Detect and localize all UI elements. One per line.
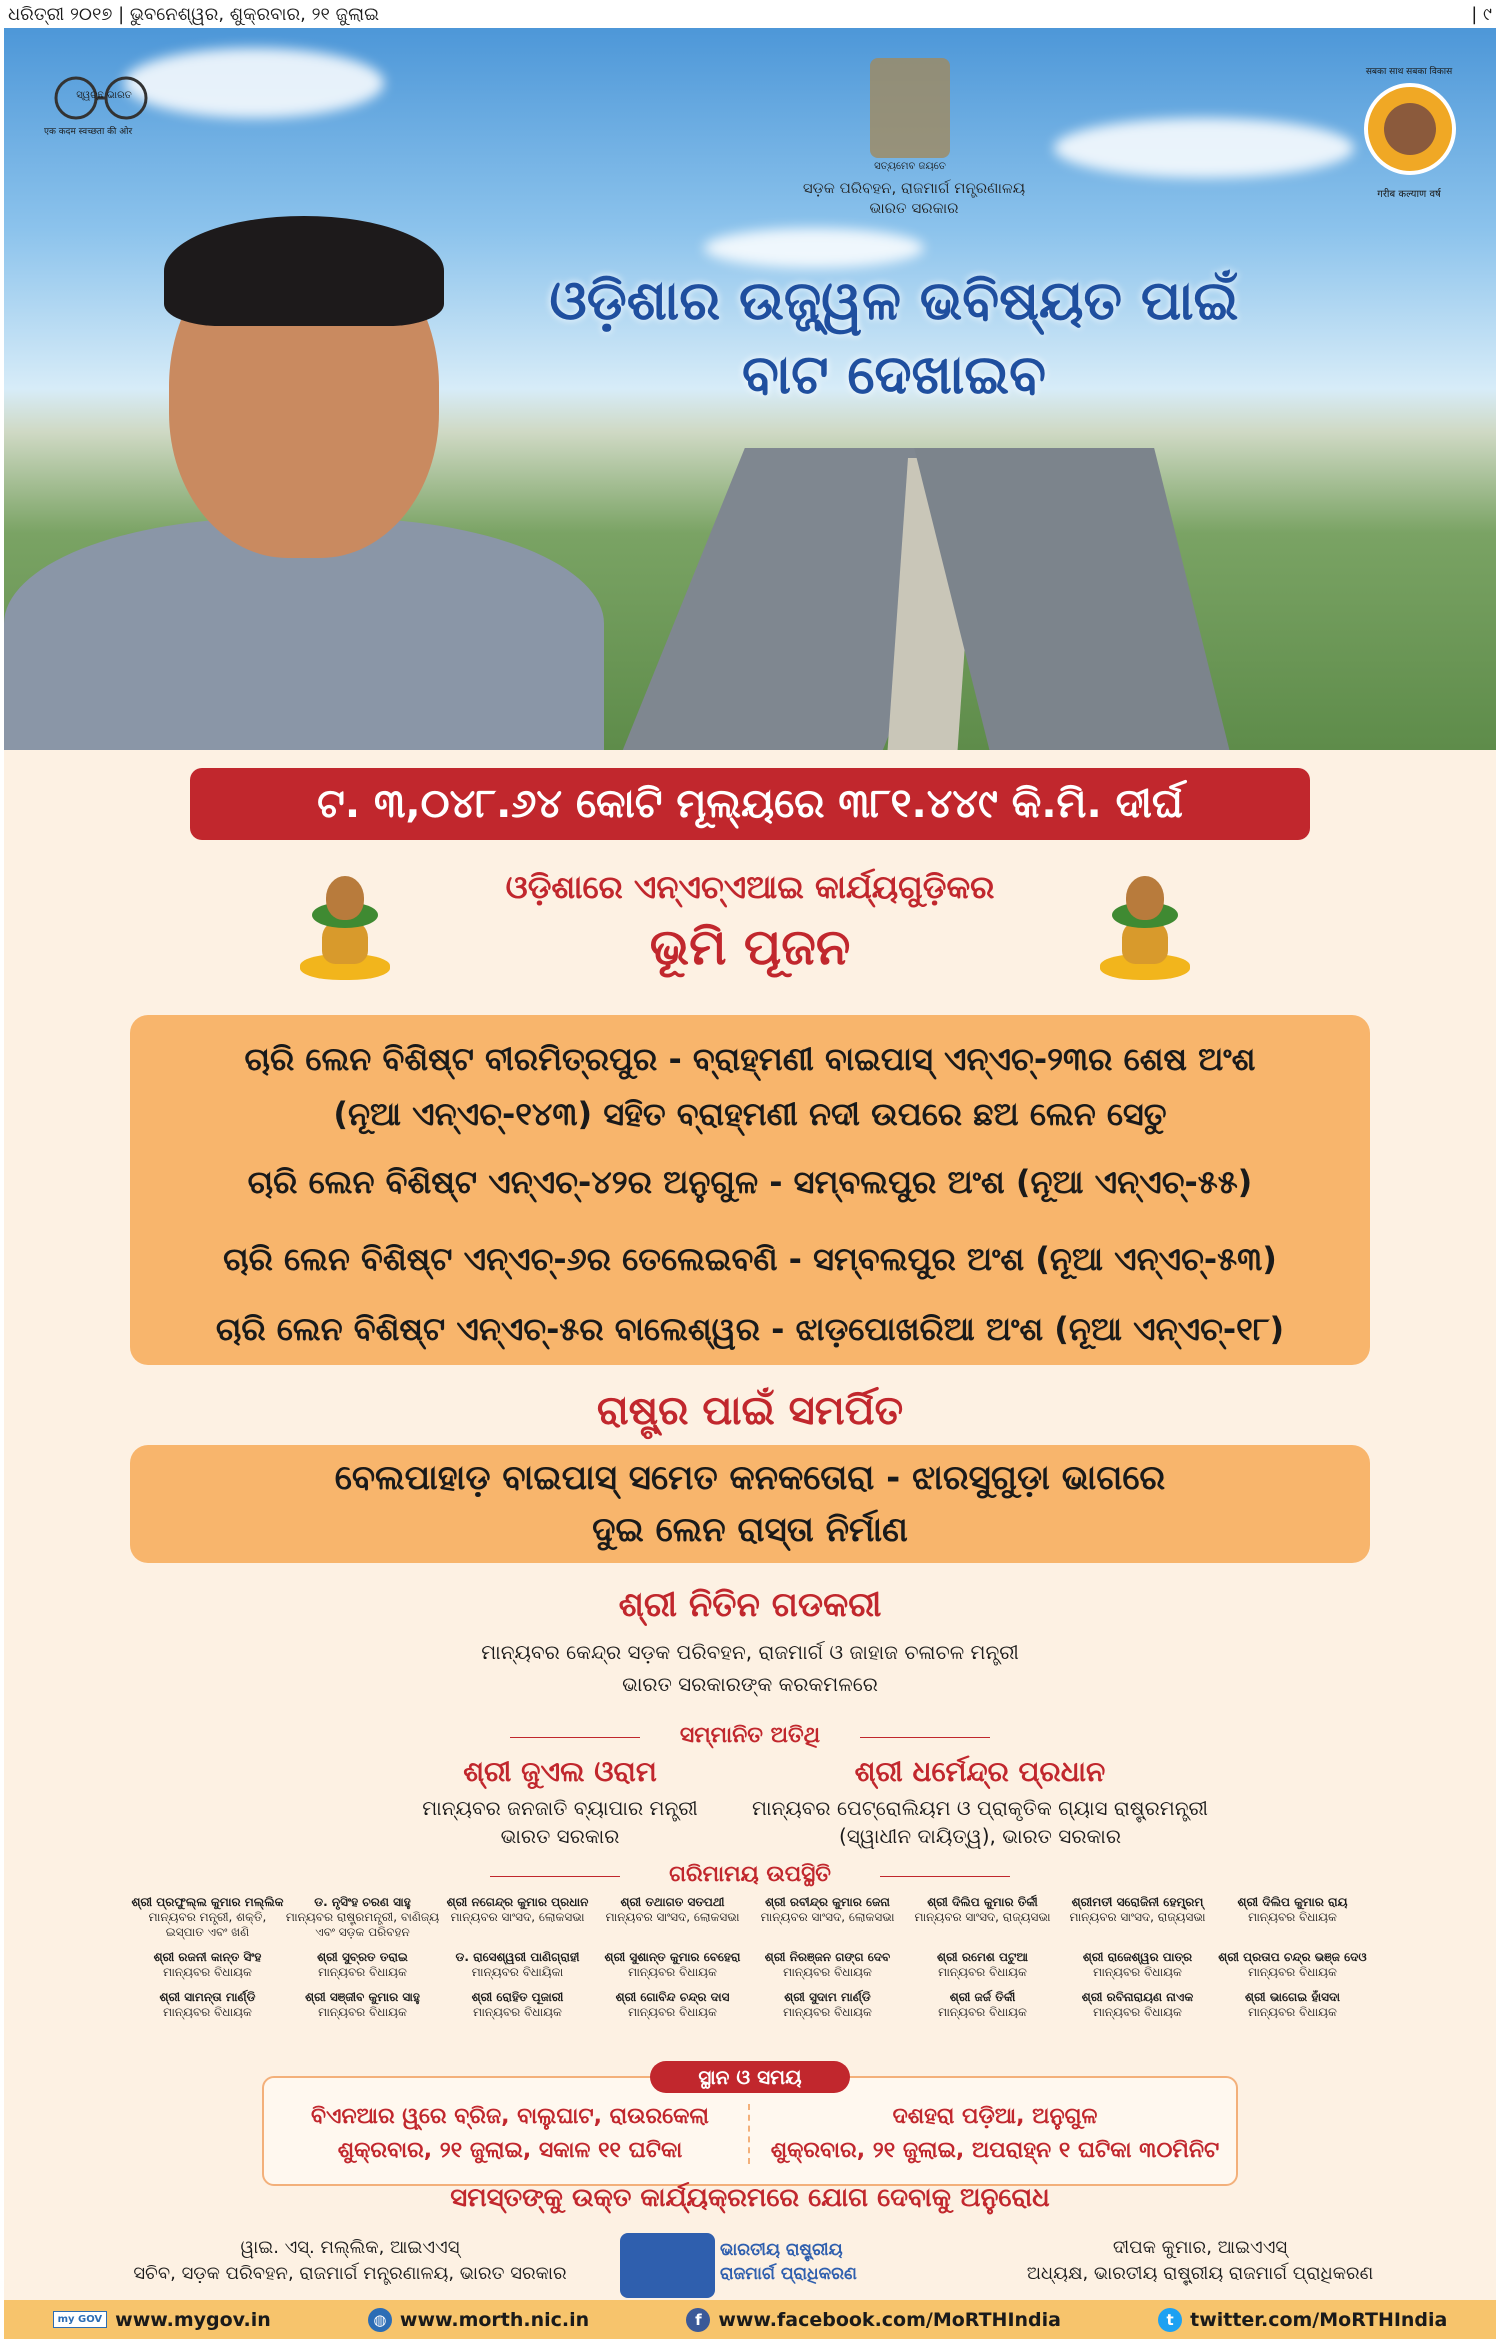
dignitary-entry [285,1950,440,1980]
facebook-link[interactable]: www.facebook.com/MoRTHIndia [718,2308,1061,2331]
dignitary-entry [1215,1990,1370,2020]
dignitary-name: ଶ୍ରୀମତୀ ସରୋଜିନୀ ହେମ୍ବ୍ରମ୍ [1071,1895,1204,1909]
footer-mygov[interactable] [53,2309,271,2331]
dignitary-role: ମାନ୍ୟବର ସାଂସଦ, ଲୋକସଭା [760,1910,895,1924]
nhai-name [720,2238,900,2286]
twitter-link[interactable]: twitter.com/MoRTHIndia [1190,2308,1448,2331]
dignitary-entry [595,1950,750,1980]
national-emblem-icon [870,58,950,158]
dignitary-name: ଶ୍ରୀ ରୋହିତ ପୂଜାରୀ [471,1990,564,2004]
dignitary-name: ଶ୍ରୀ ରବିନାରାୟଣ ନାଏକ [1081,1990,1194,2004]
dignitary-entry [440,1895,595,1940]
project-line: ଚାରି ଲେନ ବିଶିଷ୍ଟ ବୀରମିତ୍ରପୁର - ବ୍ରାହ୍ମଣୀ ବାଇପାସ୍ ଏନ୍‌ଏଚ୍-୨୩ର ଶେଷ ଅଂଶ [244,1040,1256,1078]
dignitary-name: ଶ୍ରୀ ପ୍ରଫୁଲ୍ଲ କୁମାର ମଲ୍ଲିକ [131,1895,284,1909]
dignitaries-grid [130,1895,1370,2020]
signatory-secretary [110,2235,590,2287]
dignitary-name: ଶ୍ରୀ ଭାଗେଇ ହାଁସଦା [1245,1990,1340,2004]
nhai-logo-icon [620,2233,715,2298]
dignitary-entry [595,1990,750,2020]
swachh-label: ସ୍ୱଚ୍ଛ ଭାରତ [76,90,132,101]
signatory-name: ୱାଇ. ଏସ୍. ମଲ୍ଲିକ, ଆଇଏଏସ୍ [240,2237,460,2258]
dignitary-entry [285,1895,440,1940]
dignitary-role: ମାନ୍ୟବର ବିଧାୟକ [1248,1965,1337,1979]
dignitary-name: ଶ୍ରୀ ସଞ୍ଜୀବ କୁମାର ସାହୁ [305,1990,420,2004]
dignitary-role: ମାନ୍ୟବର ବିଧାୟକ [163,2005,252,2019]
newspaper-header-strip [0,0,1500,28]
dignitary-role: ମାନ୍ୟବର ରାଷ୍ଟ୍ରମନ୍ତ୍ରୀ, ବାଣିଜ୍ୟ ଏବଂ ସଡ଼କ ପରିବହନ [285,1910,440,1939]
facebook-icon: f [686,2308,710,2332]
seal-portrait [1384,103,1436,155]
dignitary-entry [285,1990,440,2020]
venue-angul [765,2100,1225,2168]
dignitary-name: ଶ୍ରୀ ଦିଲିପ କୁମାର ରାୟ [1237,1895,1348,1909]
project-line: ଚାରି ଲେନ ବିଶିଷ୍ଟ ଏନ୍‌ଏଚ୍-୫ର ବାଲେଶ୍ୱର - ଝାଡ଼ପୋଖରିଆ ଅଂଶ (ନୂଆ ଏନ୍‌ଏଚ୍-୧୮) [215,1310,1285,1348]
guests-heading: ସମ୍ମାନିତ ଅତିଥି [679,1723,821,1748]
signatory-chairman [960,2235,1440,2287]
subtitle-bhoomi-pujan: ଭୂମି ପୂଜନ [649,918,851,976]
dignitary-name: ଡ. ରାସେଶ୍ୱରୀ ପାଣିଗ୍ରାହୀ [455,1950,580,1964]
minister-portrait [4,188,604,750]
dignitary-name: ଡ. ନୃସିଂହ ଚରଣ ସାହୁ [314,1895,411,1909]
dignitary-name: ଶ୍ରୀ ନିରଞ୍ଜନ ଗଙ୍ଗ ଦେବ [764,1950,891,1964]
project-line: ଚାରି ଲେନ ବିଶିଷ୍ଟ ଏନ୍‌ଏଚ୍-୬ର ତେଲେଇବଣି - ସମ୍ବଲପୁର ଅଂଶ (ନୂଆ ଏନ୍‌ଏଚ୍-୫୩) [223,1240,1277,1278]
guest-name: ଶ୍ରୀ ଜୁଏଲ ଓରାମ [463,1755,657,1788]
dignitary-name: ଶ୍ରୀ ପ୍ରତାପ ଚନ୍ଦ୍ର ଭଞ୍ଜ ଦେଓ [1218,1950,1367,1964]
dignitary-entry [440,1950,595,1980]
mygov-link[interactable]: www.mygov.in [115,2308,271,2331]
chief-guest-name: ଶ୍ରୀ ନିତିନ ଗଡକରୀ [618,1585,882,1625]
dignitary-role: ମାନ୍ୟବର ବିଧାୟକ [783,2005,872,2019]
footer-morth[interactable] [368,2308,589,2332]
hero-title-line2: ବାଟ ଦେଖାଇବ [741,342,1047,406]
dignitary-entry [1060,1950,1215,1980]
venue-time: ଶୁକ୍ରବାର, ୨୧ ଜୁଲାଇ, ଅପରାହ୍ନ ୧ ଘଟିକା ୩୦ମିନିଟ [770,2138,1220,2163]
dignitary-role: ମାନ୍ୟବର ସାଂସଦ, ଲୋକସଭା [450,1910,585,1924]
dignitary-name: ଶ୍ରୀ ତଥାଗତ ସତପଥୀ [620,1895,725,1909]
signatory-title: ଅଧ୍ୟକ୍ଷ, ଭାରତୀୟ ରାଷ୍ଟ୍ରୀୟ ରାଜମାର୍ଗ ପ୍ରାଧିକରଣ [1026,2263,1374,2284]
project-line: (ନୂଆ ଏନ୍‌ଏଚ୍-୧୪୩) ସହିତ ବ୍ରାହ୍ମଣୀ ନଦୀ ଉପରେ ଛଅ ଲେନ ସେତୁ [333,1095,1167,1133]
cloud-shape [1054,118,1354,178]
dignitary-role: ମାନ୍ୟବର ବିଧାୟିକା [471,1965,564,1979]
portrait-hair [164,216,444,326]
hero-banner [4,28,1496,750]
dignitary-entry [905,1990,1060,2020]
dignitary-entry [1215,1950,1370,1980]
divider-line [860,1737,990,1738]
dignitary-name: ଶ୍ରୀ ରାଜେଶ୍ୱର ପାତ୍ର [1082,1950,1193,1964]
mygov-logo-icon: my GOV [53,2311,108,2328]
twitter-icon: t [1158,2308,1182,2332]
dignitary-role: ମାନ୍ୟବର ବିଧାୟକ [628,1965,717,1979]
morth-link[interactable]: www.morth.nic.in [399,2308,590,2331]
dignitary-name: ଶ୍ରୀ ଗୋବିନ୍ଦ ଚନ୍ଦ୍ର ଦାସ [615,1990,730,2004]
guest-role [740,1794,1220,1850]
ministry-block [764,178,1064,218]
request-line: ସମସ୍ତଙ୍କୁ ଉକ୍ତ କାର୍ଯ୍ୟକ୍ରମରେ ଯୋଗ ଦେବାକୁ ଅନୁରୋଧ [450,2183,1050,2213]
dedicated-line: ଦୁଇ ଲେନ ରାସ୍ତା ନିର୍ମାଣ [592,1510,908,1550]
dignitary-entry [130,1950,285,1980]
dignitary-entry [750,1895,905,1940]
dignitary-role: ମାନ୍ୟବର ବିଧାୟକ [473,2005,562,2019]
cloud-shape [704,228,924,268]
dignitary-name: ଶ୍ରୀ ନଗେନ୍ଦ୍ର କୁମାର ପ୍ରଧାନ [446,1895,589,1909]
project-line: ଚାରି ଲେନ ବିଶିଷ୍ଟ ଏନ୍‌ଏଚ୍-୪୨ର ଅନୁଗୁଳ - ସମ୍ବଲପୁର ଅଂଶ (ନୂଆ ଏନ୍‌ଏଚ୍-୫୫) [247,1163,1253,1201]
dignitary-entry [750,1950,905,1980]
dignitary-role: ମାନ୍ୟବର ବିଧାୟକ [318,1965,407,1979]
dignitary-name: ଶ୍ରୀ ରଜନୀ କାନ୍ତ ସିଂହ [153,1950,262,1964]
dignitary-entry [1215,1895,1370,1940]
nhai-name-line: ରାଜମାର୍ଗ ପ୍ରାଧିକରଣ [720,2264,857,2284]
dignitary-name: ଶ୍ରୀ ଜର୍ଜ ତିର୍କୀ [949,1990,1016,2004]
globe-icon: ◍ [368,2308,392,2332]
venue-place: ଦଶହରା ପଡ଼ିଆ, ଅନୁଗୁଳ [892,2104,1098,2129]
venue-time: ଶୁକ୍ରବାର, ୨୧ ଜୁଲାଇ, ସକାଳ ୧୧ ଘଟିକା [337,2138,683,2163]
dignitary-role: ମାନ୍ୟବର ବିଧାୟକ [783,1965,872,1979]
dignitary-entry [595,1895,750,1940]
dedicated-line: ବେଲପାହାଡ଼ ବାଇପାସ୍ ସମେତ କନକତୋରା - ଝାରସୁଗୁଡ଼ା ଭାଗରେ [334,1458,1166,1498]
dignitary-name: ଶ୍ରୀ ରମେଶ ପଟୁଆ [937,1950,1028,1964]
dignitary-role: ମାନ୍ୟବର ବିଧାୟକ [1093,2005,1182,2019]
venue-place: ବିଏନଆର ୱ୍ରେ ବ୍ରିଜ, ବାଲୁଘାଟ, ରାଉରକେଲା [311,2104,709,2129]
dignitary-entry [1060,1895,1215,1940]
garib-kalyan-seal-icon [1364,83,1456,175]
hero-title [544,263,1244,411]
dignitary-entry [905,1950,1060,1980]
signatory-title: ସଚିବ, ସଡ଼କ ପରିବହନ, ରାଜମାର୍ଗ ମନ୍ତ୍ରଣାଳୟ, ଭାରତ ସରକାର [133,2263,567,2284]
ministry-name: ସଡ଼କ ପରିବହନ, ରାଜମାର୍ଗ ମନ୍ତ୍ରଣାଳୟ [802,179,1026,197]
cost-banner: ଟ. ୩,୦୪୮.୬୪ କୋଟି ମୂଲ୍ୟରେ ୩୮୧.୪୪୯ କି.ମି. ଦୀର୍ଘ [190,768,1310,840]
dignitary-role: ମାନ୍ୟବର ବିଧାୟକ [938,2005,1027,2019]
guest-role-line: (ସ୍ୱାଧୀନ ଦାୟିତ୍ୱ), ଭାରତ ସରକାର [838,1824,1121,1848]
dignitary-name: ଶ୍ରୀ ସାମନ୍ତା ମାର୍ଣ୍ଡି [159,1990,256,2004]
guest-role-line: ମାନ୍ୟବର ପେଟ୍ରୋଲିୟମ ଓ ପ୍ରାକୃତିକ ଗ୍ୟାସ ରାଷ୍ଟ୍ରମନ୍ତ୍ରୀ [751,1796,1208,1820]
page-number: | ୯ [1471,4,1492,25]
signatory-name: ଦୀପକ କୁମାର, ଆଇଏଏସ୍ [1112,2237,1288,2258]
hero-title-line1: ଓଡ଼ିଶାର ଉଜ୍ଜ୍ୱଳ ଭବିଷ୍ୟତ ପାଇଁ [549,268,1239,332]
dignitary-name: ଶ୍ରୀ ଦିଲିପ କୁମାର ତିର୍କୀ [927,1895,1038,1909]
dignitary-role: ମାନ୍ୟବର ବିଧାୟକ [1093,1965,1182,1979]
guest-role-line: ଭାରତ ସରକାର [500,1824,620,1848]
dignitary-role: ମାନ୍ୟବର ବିଧାୟକ [318,2005,407,2019]
footer-facebook[interactable] [686,2308,1061,2332]
seal-caption-bottom: गरीब कल्याण वर्ष [1377,189,1441,200]
chief-guest-designation: ମାନ୍ୟବର କେନ୍ଦ୍ର ସଡ଼କ ପରିବହନ, ରାଜମାର୍ଗ ଓ ଜାହାଜ ଚଳାଚଳ ମନ୍ତ୍ରୀ [481,1640,1019,1664]
dignitary-role: ମାନ୍ୟବର ବିଧାୟକ [163,1965,252,1979]
seal-caption-top: सबका साथ सबका विकास [1365,67,1453,77]
ministry-govt: ଭାରତ ସରକାର [869,199,959,217]
highway-road [914,448,1254,750]
dignitary-role: ମାନ୍ୟବର ସାଂସଦ, ରାଜ୍ୟସଭା [1069,1910,1206,1924]
dedicated-heading: ରାଷ୍ଟ୍ର ପାଇଁ ସମର୍ପିତ [596,1388,904,1434]
footer-twitter[interactable] [1158,2308,1447,2332]
dignitary-name: ଶ୍ରୀ ସୁଦାମ ମାର୍ଣ୍ଡି [784,1990,871,2004]
dignitary-name: ଶ୍ରୀ ସୁଶାନ୍ତ କୁମାର ବେହେରା [604,1950,741,1964]
venue-rourkela [290,2100,730,2168]
dignitary-entry [440,1990,595,2020]
dignitary-entry [905,1895,1060,1940]
guest-role [380,1794,740,1850]
dignitary-role: ମାନ୍ୟବର ମନ୍ତ୍ରୀ, ଶକ୍ତି, ଇସ୍ପାତ ଏବଂ ଖଣି [148,1910,267,1939]
dignitary-role: ମାନ୍ୟବର ବିଧାୟକ [1248,1910,1337,1924]
venue-tag: ସ୍ଥାନ ଓ ସମୟ [650,2061,850,2093]
chief-guest-govt: ଭାରତ ସରକାରଙ୍କ କରକମଳରେ [622,1672,878,1696]
venue-separator [748,2104,750,2164]
dignitary-entry [130,1990,285,2020]
dignitary-role: ମାନ୍ୟବର ବିଧାୟକ [1248,2005,1337,2019]
dignitary-entry [1060,1990,1215,2020]
dignitary-role: ମାନ୍ୟବର ବିଧାୟକ [938,1965,1027,1979]
subtitle-nhai-works: ଓଡ଼ିଶାରେ ଏନ୍‌ଏଚ୍‌ଏଆଇ କାର୍ଯ୍ୟଗୁଡ଼ିକର [505,868,995,906]
dignitary-role: ମାନ୍ୟବର ସାଂସଦ, ରାଜ୍ୟସଭା [914,1910,1051,1924]
emblem-caption: ସତ୍ୟମେବ ଜୟତେ [874,161,946,172]
guest-role-line: ମାନ୍ୟବର ଜନଜାତି ବ୍ୟାପାର ମନ୍ତ୍ରୀ [422,1796,698,1820]
swachh-bharat-logo [44,68,164,138]
dignitary-role: ମାନ୍ୟବର ସାଂସଦ, ଲୋକସଭା [605,1910,740,1924]
swachh-tagline: एक कदम स्वच्छता की ओर [44,127,133,137]
nhai-name-line: ଭାରତୀୟ ରାଷ୍ଟ୍ରୀୟ [720,2240,843,2260]
newspaper-date-line: ଧରିତ୍ରୀ ୨୦୧୭ | ଭୁବନେଶ୍ୱର, ଶୁକ୍ରବାର, ୨୧ ଜୁଲାଇ [8,4,380,25]
dignitary-name: ଶ୍ରୀ ରବୀନ୍ଦ୍ର କୁମାର ଜେନା [765,1895,890,1909]
dignitary-entry [130,1895,285,1940]
dignitary-role: ମାନ୍ୟବର ବିଧାୟକ [628,2005,717,2019]
dignitaries-heading: ଗରିମାମୟ ଉପସ୍ଥିତି [669,1862,831,1887]
divider-line [880,1876,1010,1877]
dignitary-name: ଶ୍ରୀ ସୁବ୍ରତ ତରାଇ [317,1950,408,1964]
footer-links [4,2300,1496,2339]
guest-name: ଶ୍ରୀ ଧର୍ମେନ୍ଦ୍ର ପ୍ରଧାନ [854,1755,1106,1788]
dignitary-entry [750,1990,905,2020]
